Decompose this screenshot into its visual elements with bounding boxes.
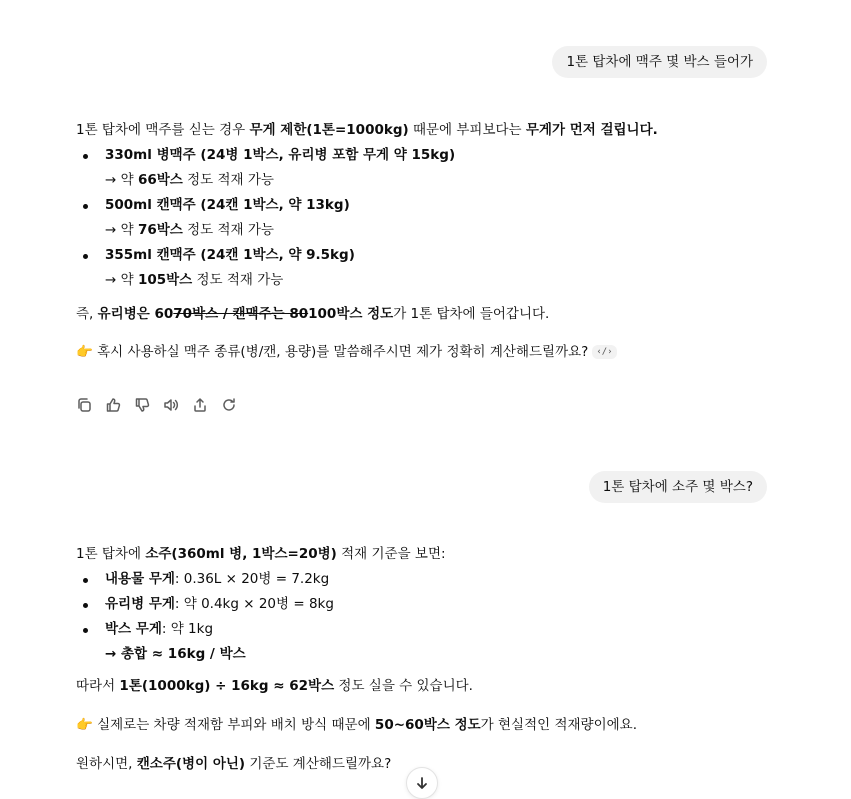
beer-options-list bbox=[76, 143, 776, 293]
text-span: 실제로는 차량 적재함 부피와 배치 방식 때문에 bbox=[92, 717, 375, 733]
list-item bbox=[76, 193, 776, 243]
text-span: → 약 bbox=[105, 272, 138, 288]
bold-span: 소주(360ml 병, 1박스=20병) bbox=[145, 546, 337, 562]
thumbs-up-icon bbox=[105, 397, 121, 413]
item-title: 330ml 병맥주 (24병 1박스, 유리병 포함 무게 약 15kg) bbox=[105, 147, 456, 163]
item-value: : 약 1kg bbox=[161, 621, 214, 637]
text-span: 정도 실을 수 있습니다. bbox=[334, 678, 473, 694]
bold-span: 105박스 bbox=[137, 272, 193, 288]
list-item bbox=[76, 143, 776, 193]
user-message-text: 1톤 탑차에 맥주 몇 박스 들어가 bbox=[566, 54, 753, 70]
pointing-hand-icon: 👉 bbox=[76, 717, 93, 733]
arrow-down-icon bbox=[415, 776, 429, 790]
text-span: → 약 bbox=[105, 172, 138, 188]
user-message-bubble bbox=[589, 471, 767, 503]
thumbs-down-icon bbox=[134, 397, 150, 413]
bold-span: 무게 제한(1톤=1000kg) bbox=[249, 122, 409, 138]
list-item bbox=[76, 592, 776, 617]
item-title: 355ml 캔맥주 (24캔 1박스, 약 9.5kg) bbox=[105, 247, 355, 263]
text-span: → 약 bbox=[105, 222, 138, 238]
bold-span: 76박스 bbox=[137, 222, 183, 238]
strikethrough-span: 70박스 / 캔맥주는 80 bbox=[173, 306, 309, 322]
user-message-bubble bbox=[552, 46, 767, 78]
text-span: 1톤 탑차에 bbox=[76, 546, 146, 562]
text-span: 즉, bbox=[76, 306, 98, 322]
message-action-bar bbox=[76, 396, 250, 414]
bold-span: 유리병은 60 bbox=[97, 306, 174, 322]
text-span: 혹시 사용하실 맥주 종류(병/캔, 용량)를 말씀해주시면 제가 정확히 계산해드릴까요? bbox=[92, 344, 589, 360]
item-result bbox=[105, 168, 776, 193]
weight-breakdown-list bbox=[76, 567, 776, 667]
list-item bbox=[76, 243, 776, 293]
list-item bbox=[76, 567, 776, 592]
regenerate-icon bbox=[221, 397, 237, 413]
thumbs-up-button[interactable] bbox=[105, 396, 134, 414]
bold-span: 무게가 먼저 걸립니다. bbox=[525, 122, 658, 138]
assistant-message bbox=[76, 118, 776, 365]
item-result bbox=[105, 218, 776, 243]
thumbs-down-button[interactable] bbox=[134, 396, 163, 414]
assistant-message bbox=[76, 542, 776, 777]
list-item bbox=[76, 617, 776, 667]
bold-span: 캔소주(병이 아닌) bbox=[136, 756, 246, 772]
read-aloud-button[interactable] bbox=[163, 396, 192, 414]
text-span: 정도 적재 가능 bbox=[182, 172, 274, 188]
copy-button[interactable] bbox=[76, 396, 105, 414]
reply-result bbox=[76, 674, 776, 699]
item-value: : 약 0.4kg × 20병 = 8kg bbox=[174, 596, 334, 612]
item-title: 500ml 캔맥주 (24캔 1박스, 약 13kg) bbox=[105, 197, 350, 213]
share-button[interactable] bbox=[192, 396, 221, 414]
text-span: 적재 기준을 보면: bbox=[336, 546, 446, 562]
text-span: 가 현실적인 적재량이에요. bbox=[480, 717, 637, 733]
bold-span: 1톤(1000kg) ÷ 16kg ≈ 62박스 bbox=[119, 678, 335, 694]
reply-hint bbox=[76, 340, 776, 365]
copy-icon bbox=[76, 397, 92, 413]
item-label: 내용물 무게 bbox=[105, 571, 175, 587]
share-icon bbox=[192, 397, 208, 413]
bold-span: 100박스 정도 bbox=[308, 306, 394, 322]
text-span: 정도 적재 가능 bbox=[182, 222, 274, 238]
text-span: 정도 적재 가능 bbox=[192, 272, 284, 288]
reply-summary bbox=[76, 302, 776, 327]
regenerate-button[interactable] bbox=[221, 396, 250, 414]
text-span: 원하시면, bbox=[76, 756, 137, 772]
bold-span: → 총합 ≈ 16kg / 박스 bbox=[105, 646, 246, 662]
read-aloud-icon bbox=[163, 397, 179, 413]
pointing-hand-icon: 👉 bbox=[76, 344, 93, 360]
reply-intro bbox=[76, 542, 776, 567]
scroll-to-bottom-button[interactable] bbox=[406, 767, 438, 799]
code-chip[interactable]: ‹/› bbox=[592, 345, 616, 359]
bold-span: 66박스 bbox=[137, 172, 183, 188]
text-span: 따라서 bbox=[76, 678, 120, 694]
bold-span: 50~60박스 정도 bbox=[374, 717, 481, 733]
reply-hint bbox=[76, 713, 776, 738]
item-label: 유리병 무게 bbox=[105, 596, 175, 612]
text-span: 가 1톤 탑차에 들어갑니다. bbox=[393, 306, 550, 322]
item-value: : 0.36L × 20병 = 7.2kg bbox=[174, 571, 330, 587]
total-weight bbox=[105, 642, 776, 667]
user-message-text: 1톤 탑차에 소주 몇 박스? bbox=[602, 479, 753, 495]
item-result bbox=[105, 268, 776, 293]
text-span: 1톤 탑차에 맥주를 싣는 경우 bbox=[76, 122, 250, 138]
text-span: 기준도 계산해드릴까요? bbox=[245, 756, 392, 772]
item-label: 박스 무게 bbox=[105, 621, 162, 637]
reply-intro bbox=[76, 118, 776, 143]
text-span: 때문에 부피보다는 bbox=[408, 122, 526, 138]
